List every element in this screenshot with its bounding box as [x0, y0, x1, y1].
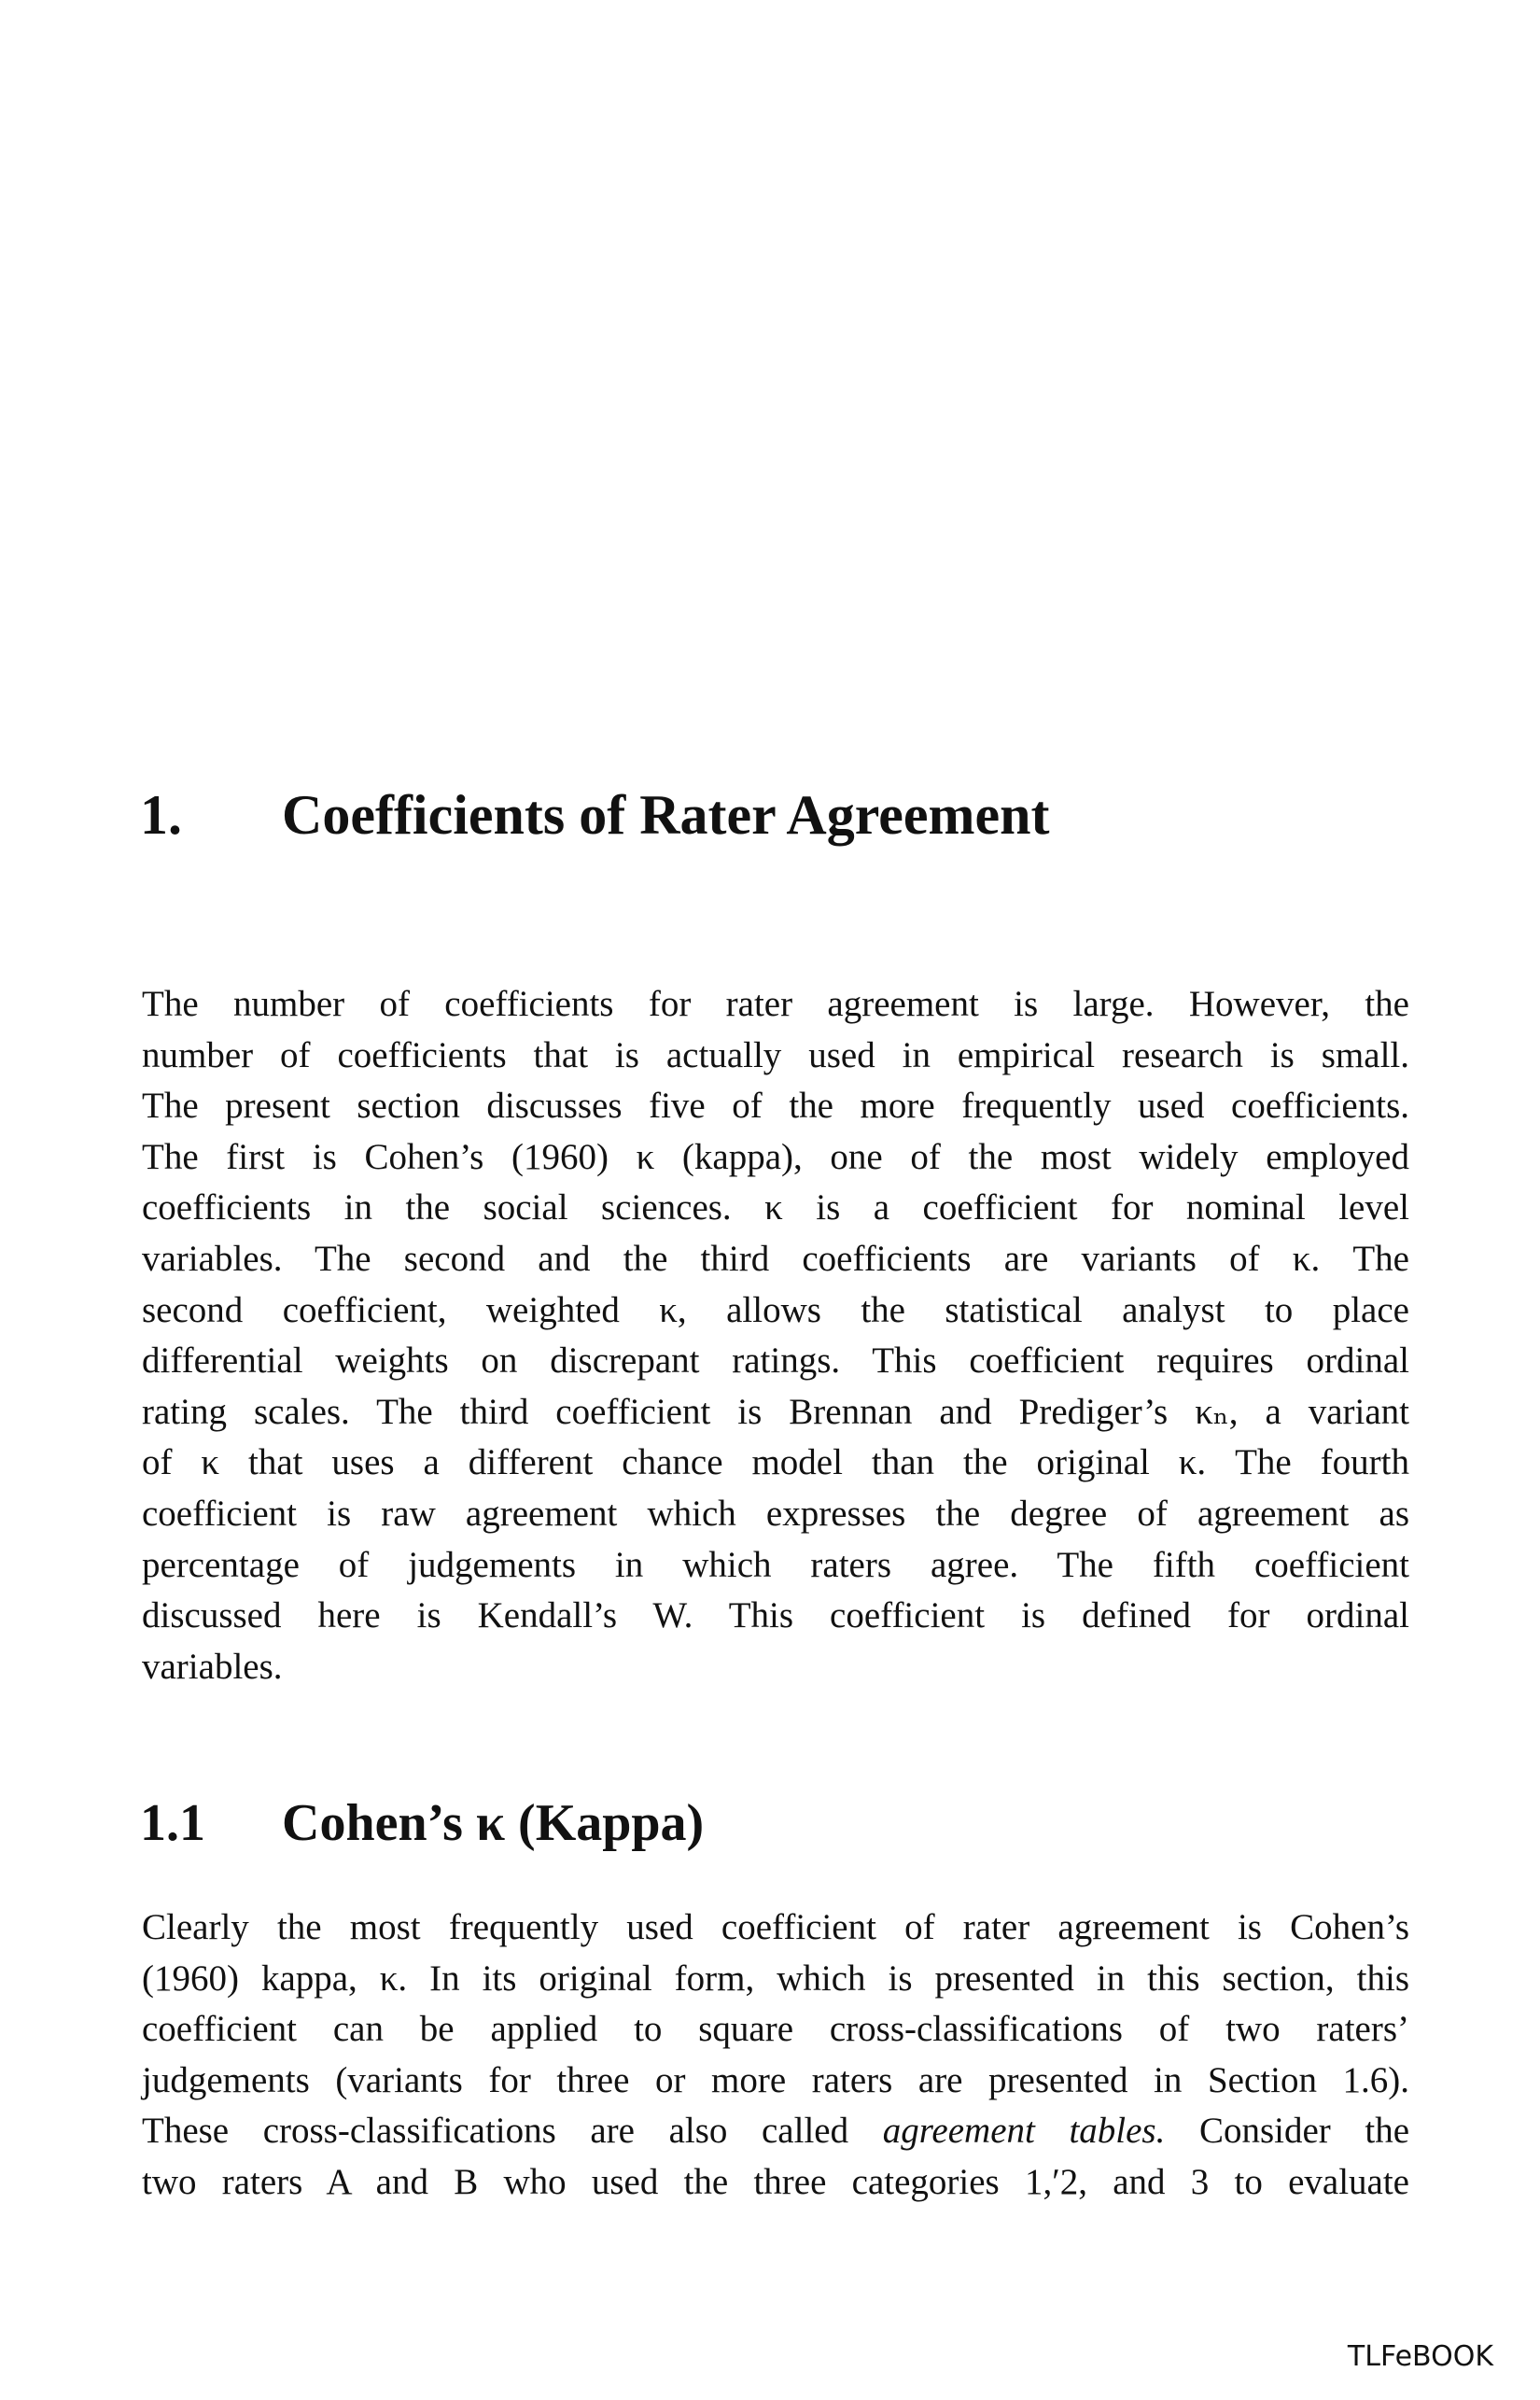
text-line: coefficient is raw agreement which expresses the degree of agreement as — [142, 1493, 1409, 1534]
chapter-title — [140, 782, 1409, 848]
text-line-with-term — [142, 2106, 1409, 2157]
defined-term: agreement tables. — [882, 2111, 1166, 2152]
text-line: two raters A and B who used the three categories 1,ʹ2, and 3 to evaluate — [142, 2161, 1409, 2202]
text-line: rating scales. The third coefficient is Brennan and Prediger’s κₙ, a variant — [142, 1391, 1409, 1432]
section-title-text: Cohen’s κ (Kappa) — [282, 1794, 705, 1852]
watermark-label: TLFeBOOK — [1347, 2340, 1493, 2373]
text-line: differential weights on discrepant ratings. This coefficient requires ordinal — [142, 1340, 1409, 1382]
text-line: discussed here is Kendall’s W. This coefficient is defined for ordinal — [142, 1595, 1409, 1636]
text-line: percentage of judgements in which raters agree. The fifth coefficient — [142, 1544, 1409, 1585]
text-line: variables. The second and the third coefficients are variants of κ. The — [142, 1238, 1409, 1279]
section-number: 1.1 — [140, 1794, 205, 1852]
section-paragraph — [142, 1902, 1409, 2209]
text-fragment: Consider the — [1165, 2111, 1410, 2152]
chapter-number: 1. — [140, 784, 182, 846]
text-line: (1960) kappa, κ. In its original form, which is presented in this section, this — [142, 1958, 1409, 1999]
text-line: judgements (variants for three or more raters are presented in Section 1.6). — [142, 2059, 1409, 2100]
text-line: variables. — [142, 1646, 283, 1687]
text-line: coefficients in the social sciences. κ is a coefficient for nominal level — [142, 1187, 1409, 1228]
section-title — [140, 1792, 1409, 1854]
text-line: The number of coefficients for rater agreement is large. However, the — [142, 984, 1409, 1024]
text-line: of κ that uses a different chance model than the original κ. The fourth — [142, 1442, 1409, 1483]
text-line: second coefficient, weighted κ, allows the statistical analyst to place — [142, 1289, 1409, 1330]
text-line: Clearly the most frequently used coefficient of rater agreement is Cohen’s — [142, 1907, 1409, 1947]
text-line: The first is Cohen’s (1960) κ (kappa), one of the most widely employed — [142, 1136, 1409, 1177]
intro-paragraph — [142, 979, 1409, 1692]
text-line: coefficient can be applied to square cross-classifications of two raters’ — [142, 2009, 1409, 2050]
text-line: The present section discusses five of the more frequently used coefficients. — [142, 1086, 1409, 1127]
chapter-title-text: Coefficients of Rater Agreement — [282, 784, 1050, 846]
text-line: number of coefficients that is actually used in empirical research is small. — [142, 1034, 1409, 1075]
text-fragment: These cross-classifications are also called — [142, 2111, 883, 2152]
